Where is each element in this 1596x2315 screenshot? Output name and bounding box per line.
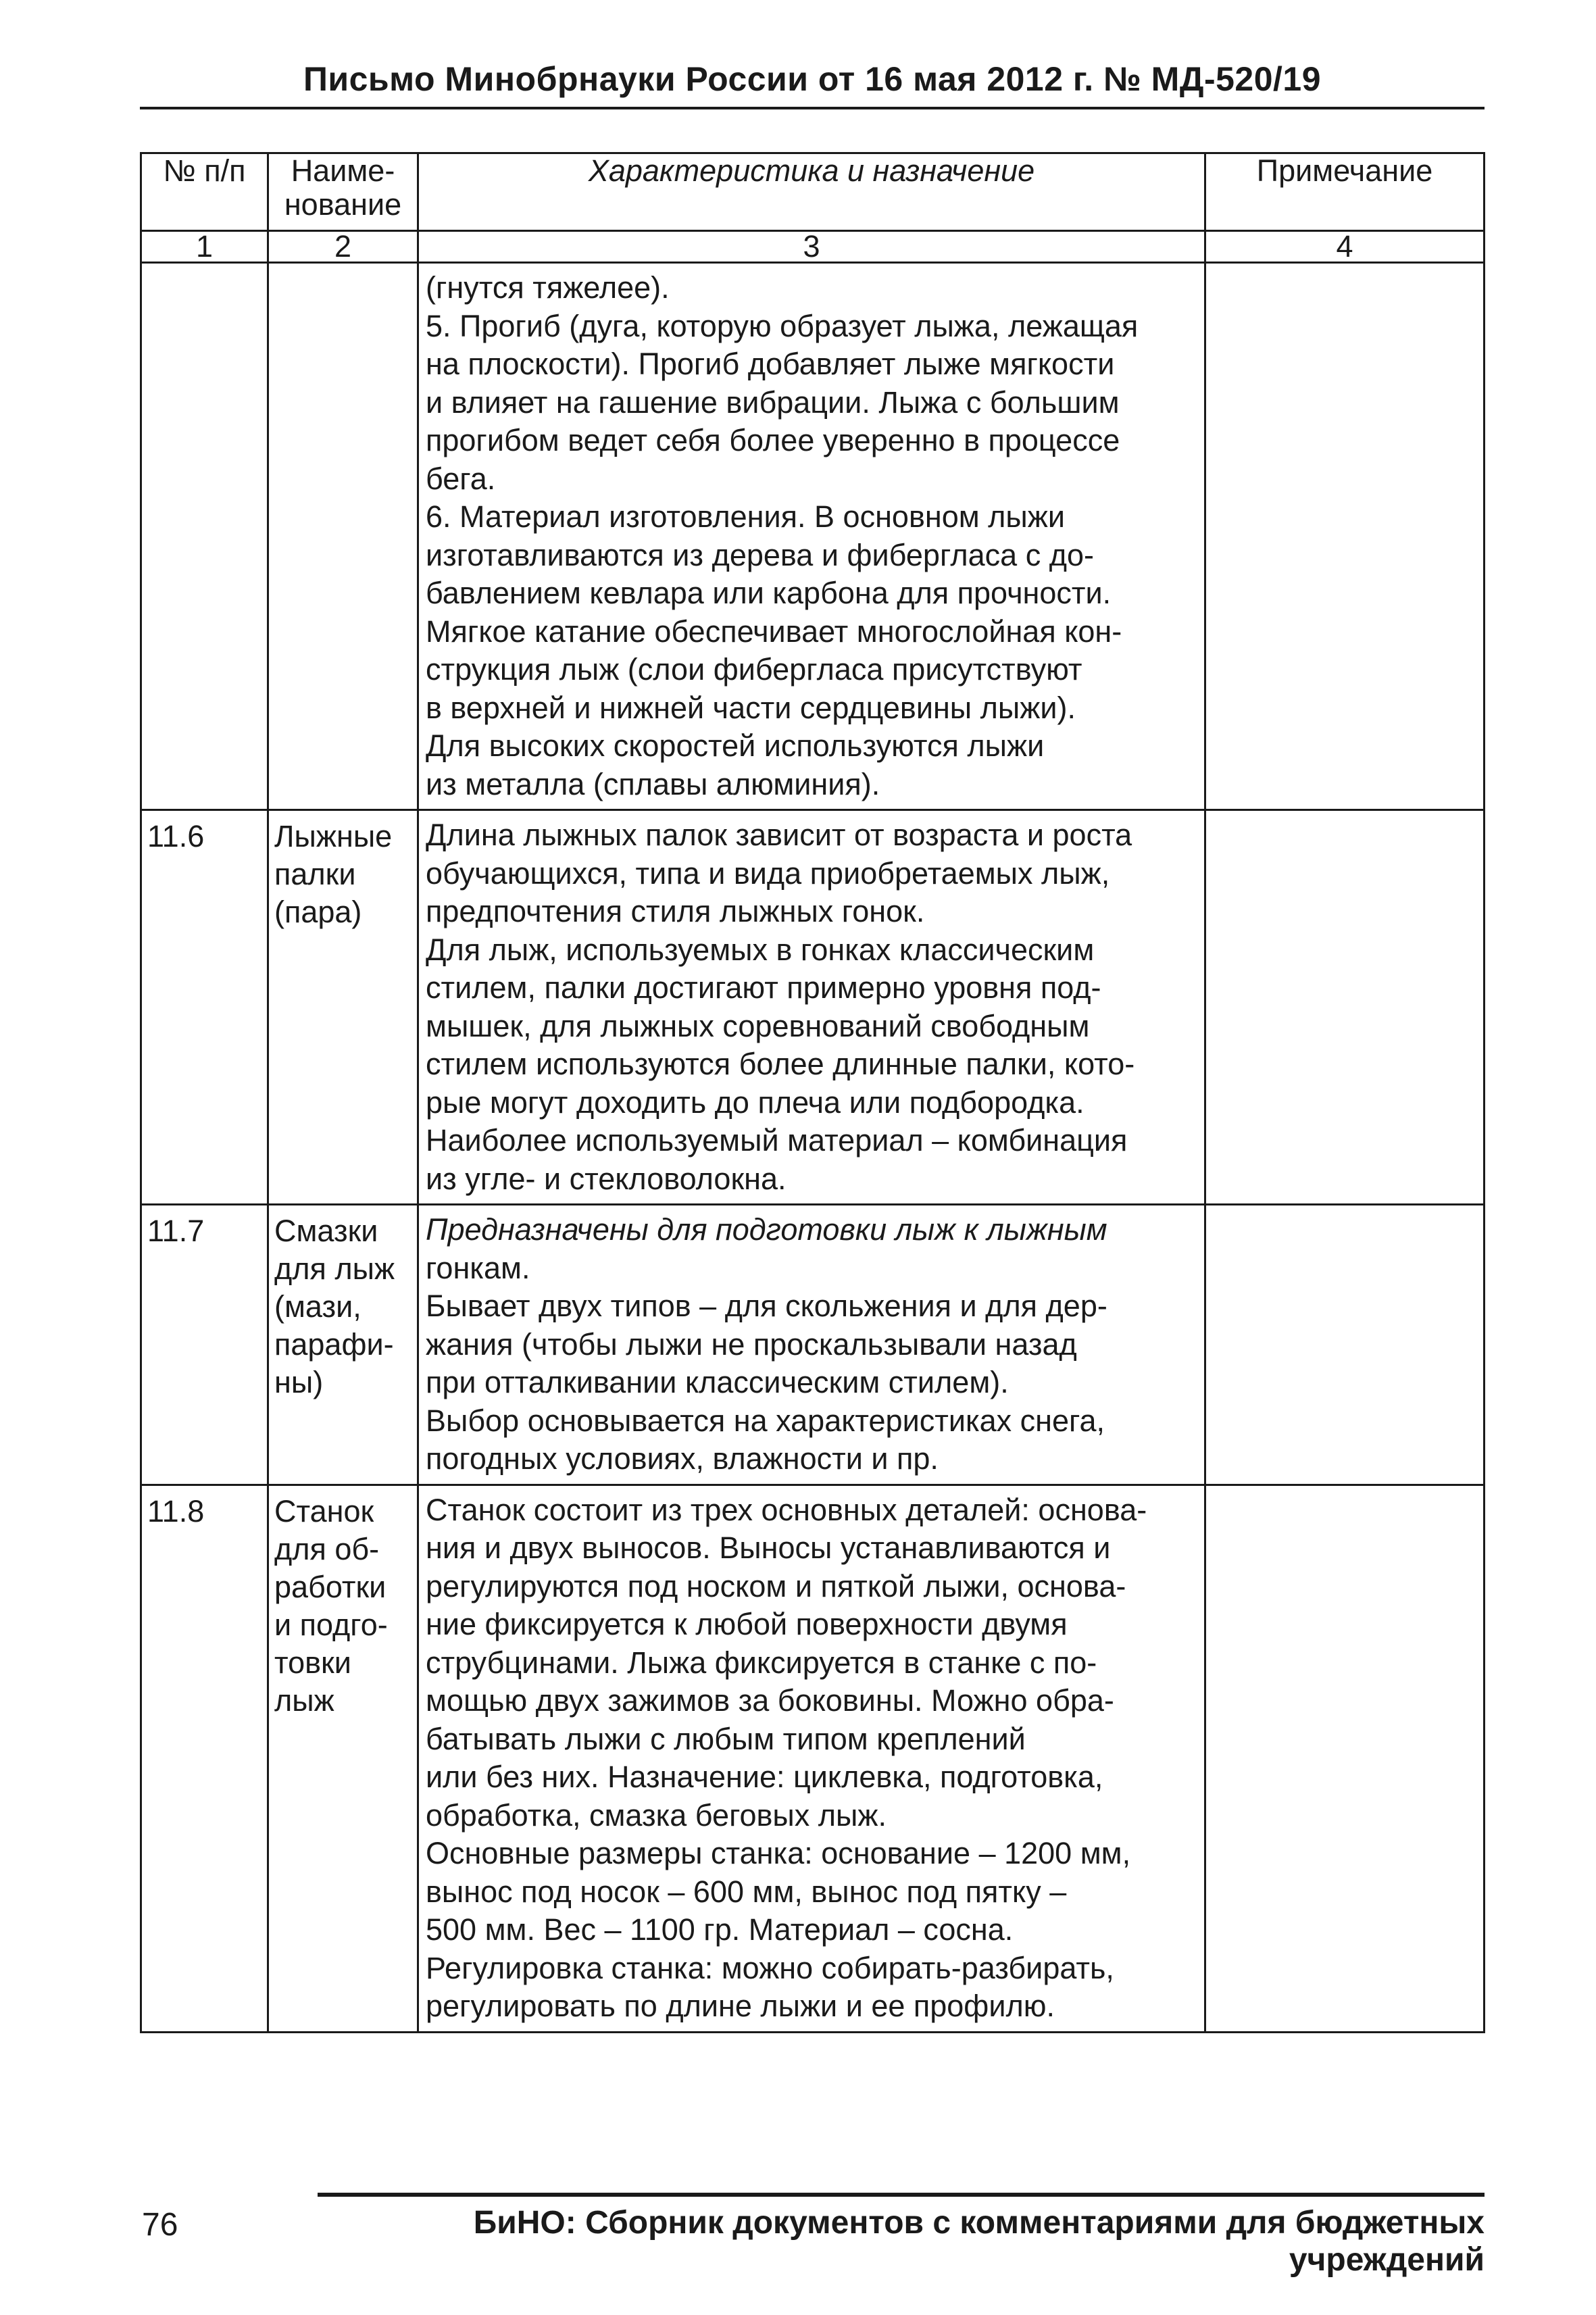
row-name-line: лыж xyxy=(274,1683,334,1718)
column-header-row xyxy=(141,153,1485,231)
row-name-line: Лыжные xyxy=(274,819,393,853)
row-description-line: обработка, смазка беговых лыж. xyxy=(426,1797,887,1833)
footer-rule xyxy=(318,2193,1485,2197)
column-number: 1 xyxy=(141,231,268,263)
row-description-line: на плоскости). Прогиб добавляет лыже мягкости xyxy=(426,347,1115,381)
row-description-line: бавлением кевлара или карбона для прочности. xyxy=(426,576,1112,610)
row-description-line: 500 мм. Вес – 1100 гр. Материал – сосна. xyxy=(426,1912,1014,1947)
row-description-line: регулируются под носком и пяткой лыжи, основа- xyxy=(426,1568,1126,1603)
row-name-line: Станок xyxy=(274,1493,374,1528)
row-name-line: для об- xyxy=(274,1531,380,1566)
row-description xyxy=(418,810,1205,1205)
column-number-row xyxy=(141,231,1485,263)
table-body xyxy=(141,263,1485,2033)
row-description-line: вынос под носок – 600 мм, вынос под пятку – xyxy=(426,1874,1067,1909)
row-name xyxy=(268,810,418,1205)
row-name-line: товки xyxy=(274,1645,351,1680)
row-note xyxy=(1205,810,1485,1205)
column-header-name-line: нование xyxy=(284,187,402,222)
row-description-line: струкция лыж (слои фибергласа присутствуют xyxy=(426,652,1082,687)
table-row xyxy=(141,263,1485,810)
row-name-line: палки xyxy=(274,857,356,891)
row-name-line: и подго- xyxy=(274,1607,388,1642)
row-description-line: Предназначены для подготовки лыж к лыжным xyxy=(426,1212,1107,1247)
column-number: 3 xyxy=(418,231,1205,263)
row-description-line: мышек, для лыжных соревнований свободным xyxy=(426,1008,1090,1043)
column-header-name-line: Наиме- xyxy=(291,153,395,188)
page-number: 76 xyxy=(142,2207,178,2243)
row-description-line: из угле- и стекловолокна. xyxy=(426,1161,787,1196)
row-description-line: жания (чтобы лыжи не проскальзывали назад xyxy=(426,1326,1077,1362)
row-name xyxy=(268,1485,418,2032)
row-description-line: или без них. Назначение: циклевка, подготовка, xyxy=(426,1760,1103,1794)
row-description-line: Выбор основывается на характеристиках снега, xyxy=(426,1403,1105,1438)
row-description-line: Бывает двух типов – для скольжения и для дер- xyxy=(426,1289,1107,1323)
row-name xyxy=(268,1205,418,1485)
row-note xyxy=(1205,1485,1485,2032)
header-rule xyxy=(140,107,1485,109)
row-description-line: из металла (сплавы алюминия). xyxy=(426,766,880,801)
row-description-line: (гнутся тяжелее). xyxy=(426,270,670,305)
row-description-line: прогибом ведет себя более уверенно в процессе xyxy=(426,423,1120,457)
row-name-line: Смазки xyxy=(274,1214,378,1248)
row-description-line: Основные размеры станка: основание – 1200 мм, xyxy=(426,1836,1131,1870)
column-number: 2 xyxy=(268,231,418,263)
row-description-line: в верхней и нижней части сердцевины лыжи). xyxy=(426,690,1076,725)
row-number: 11.8 xyxy=(141,1485,268,2032)
row-description-line: мощью двух зажимов за боковины. Можно обра- xyxy=(426,1683,1114,1718)
row-description-line: Регулировка станка: можно собирать-разбирать, xyxy=(426,1950,1114,1985)
row-description-line: погодных условиях, влажности и пр. xyxy=(426,1441,939,1476)
row-description-line: батывать лыжи с любым типом креплений xyxy=(426,1721,1026,1756)
table-row xyxy=(141,810,1485,1205)
row-description-line: Длина лыжных палок зависит от возраста и роста xyxy=(426,818,1132,852)
row-number: 11.7 xyxy=(141,1205,268,1485)
row-description-line: Мягкое катание обеспечивает многослойная кон- xyxy=(426,614,1122,649)
row-number: 11.6 xyxy=(141,810,268,1205)
column-header-description: Характеристика и назначение xyxy=(418,153,1205,231)
row-description-line: стилем, палки достигают примерно уровня под- xyxy=(426,970,1101,1005)
row-description-line: предпочтения стиля лыжных гонок. xyxy=(426,894,925,928)
equipment-table xyxy=(140,152,1485,2033)
row-description-line: ние фиксируется к любой поверхности двумя xyxy=(426,1607,1068,1641)
row-description xyxy=(418,1205,1205,1485)
row-name-line: ны) xyxy=(274,1365,324,1399)
row-description-line: струбцинами. Лыжа фиксируется в станке с по- xyxy=(426,1645,1097,1680)
row-name xyxy=(268,263,418,810)
row-description-line: Станок состоит из трех основных деталей: основа- xyxy=(426,1492,1147,1527)
row-description-line: изготавливаются из дерева и фибергласа с до- xyxy=(426,537,1094,572)
footer-publication-title: БиНО: Сборник документов с комментариями для бюджетных учреждений xyxy=(473,2205,1485,2278)
row-description-line: Для высоких скоростей используются лыжи xyxy=(426,728,1045,763)
row-description xyxy=(418,263,1205,810)
row-description xyxy=(418,1485,1205,2032)
row-name-line: для лыж xyxy=(274,1251,395,1286)
table-row xyxy=(141,1485,1485,2032)
column-header-note: Примечание xyxy=(1205,153,1485,231)
table-row xyxy=(141,1205,1485,1485)
row-description-line: рые могут доходить до плеча или подбородка. xyxy=(426,1085,1084,1120)
row-description-line: 6. Материал изготовления. В основном лыжи xyxy=(426,499,1066,534)
row-description-line: и влияет на гашение вибрации. Лыжа с большим xyxy=(426,384,1120,420)
row-name-line: (пара) xyxy=(274,895,362,929)
row-description-line: Для лыж, используемых в гонках классическим xyxy=(426,932,1095,967)
row-description-line: регулировать по длине лыжи и ее профилю. xyxy=(426,1989,1055,2023)
row-description-line: при отталкивании классическим стилем). xyxy=(426,1365,1009,1399)
row-description-line: 5. Прогиб (дуга, которую образует лыжа, лежащая xyxy=(426,308,1139,343)
row-note xyxy=(1205,263,1485,810)
row-note xyxy=(1205,1205,1485,1485)
page-header-title: Письмо Минобрнауки России от 16 мая 2012 г. № МД-520/19 xyxy=(303,60,1322,98)
row-description-line: ния и двух выносов. Выносы устанавливаются и xyxy=(426,1530,1111,1565)
row-description-line: гонкам. xyxy=(426,1250,530,1285)
column-number: 4 xyxy=(1205,231,1485,263)
row-description-line: Наиболее используемый материал – комбинация xyxy=(426,1123,1128,1158)
row-description-line: обучающихся, типа и вида приобретаемых лыж, xyxy=(426,855,1110,891)
row-name-line: работки xyxy=(274,1569,386,1604)
column-header-name xyxy=(268,153,418,231)
column-header-number: № п/п xyxy=(141,153,268,231)
row-name-line: (мази, xyxy=(274,1289,361,1324)
row-name-line: парафи- xyxy=(274,1327,394,1362)
row-number xyxy=(141,263,268,810)
row-description-line: бега. xyxy=(426,461,496,496)
row-description-line: стилем используются более длинные палки, кото- xyxy=(426,1047,1135,1081)
